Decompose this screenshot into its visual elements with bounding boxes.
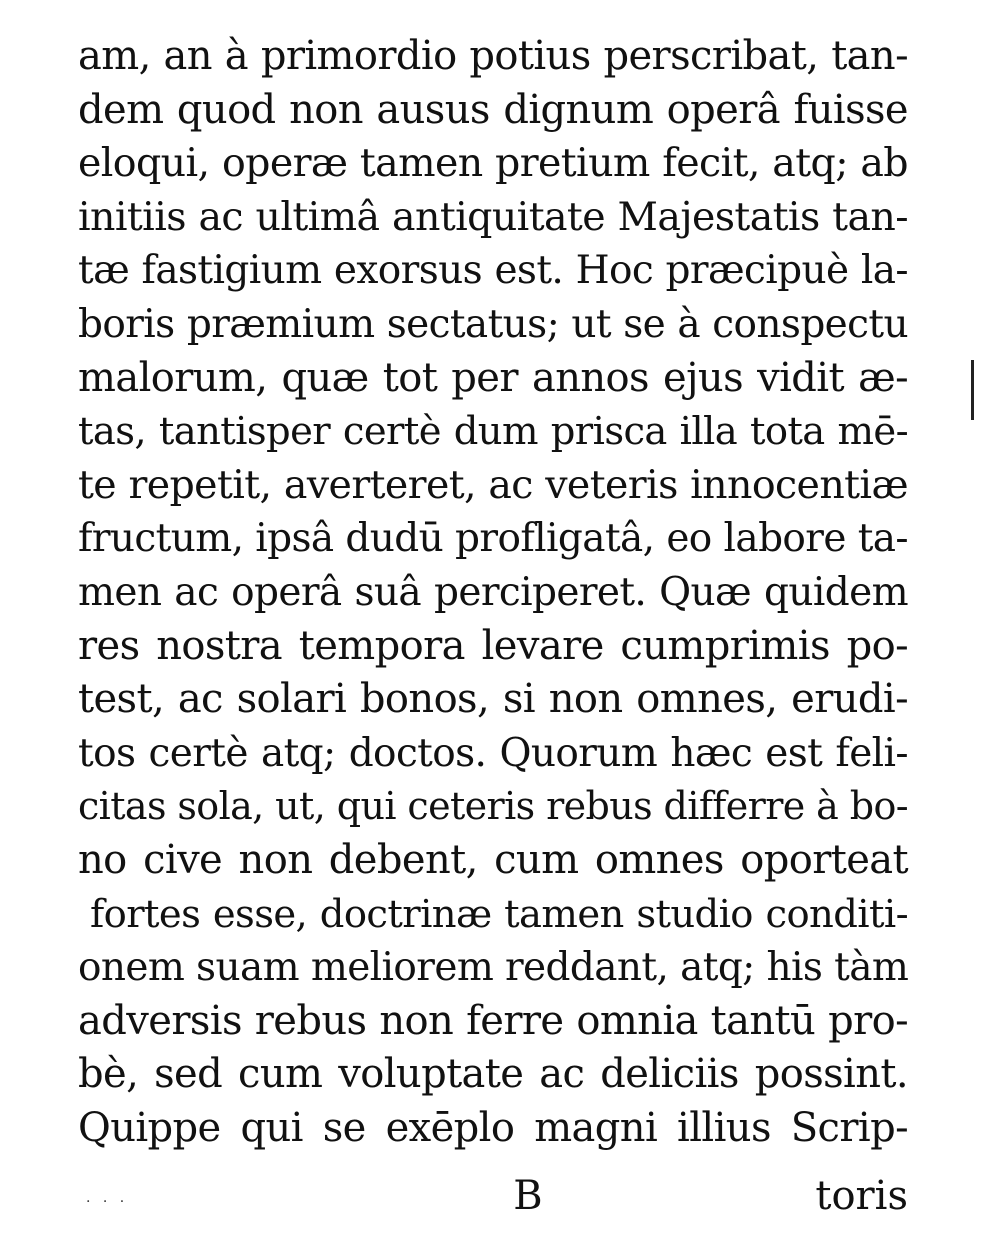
text-line: dem quod non ausus dignum operâ fuisse	[78, 86, 908, 133]
text-line: fructum, ipsâ dudū profligatâ, eo labore ta-	[78, 516, 908, 562]
text-block	[78, 30, 908, 1155]
text-line: boris præmium sectatus; ut se à conspectu	[78, 301, 908, 347]
text-line: res nostra tempora levare cumprimis po-	[78, 622, 908, 669]
text-line: men ac operâ suâ perciperet. Quæ quidem	[78, 569, 908, 615]
text-line: test, ac solari bonos, si non omnes, erudi-	[78, 676, 908, 723]
text-line: adversis rebus non ferre omnia tantū pro-	[78, 997, 908, 1044]
page-footer	[78, 1168, 908, 1228]
text-line: Quippe qui se exēplo magni illius Scrip-	[78, 1104, 908, 1151]
text-line: tas, tantisper certè dum prisca illa tota mē-	[78, 409, 908, 455]
text-line: tæ fastigium exorsus est. Hoc præcipuè la-	[78, 248, 908, 294]
text-line: eloqui, operæ tamen pretium fecit, atq; ab	[78, 140, 908, 187]
text-line: onem suam meliorem reddant, atq; his tàm	[78, 945, 909, 991]
text-line: citas sola, ut, qui ceteris rebus differre à bo-	[78, 784, 908, 829]
text-line: initiis ac ultimâ antiquitate Majestatis tan-	[78, 193, 908, 240]
text-line: am, an à primordio potius perscribat, tan-	[78, 33, 908, 79]
text-line: bè, sed cum voluptate ac deliciis possint.	[78, 1051, 908, 1098]
text-line: fortes esse, doctrinæ tamen studio conditi-	[90, 891, 908, 937]
text-line: no cive non debent, cum omnes oporteat	[78, 836, 908, 883]
text-line: malorum, quæ tot per annos ejus vidit æ-	[78, 354, 908, 401]
ink-specks: · · ·	[86, 1194, 129, 1210]
page-edge-shadow	[971, 360, 974, 420]
catchword: toris	[815, 1173, 908, 1219]
signature-mark: B	[513, 1173, 543, 1219]
text-line: tos certè atq; doctos. Quorum hæc est feli-	[78, 730, 908, 776]
text-line: te repetit, averteret, ac veteris innocentiæ	[78, 461, 908, 508]
